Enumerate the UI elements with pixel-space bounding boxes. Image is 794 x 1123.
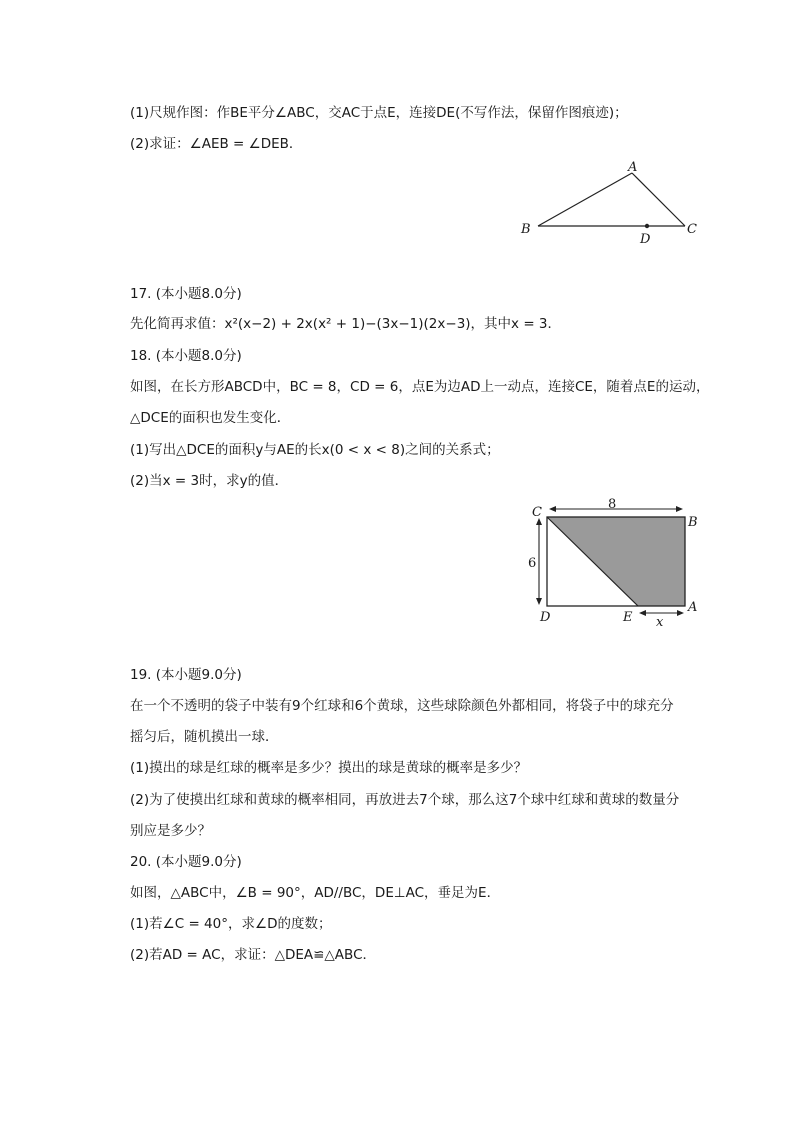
label-b: B: [521, 222, 531, 237]
q19-part2a: (2)为了使摸出红球和黄球的概率相同，再放进去7个球，那么这7个球中红球和黄球的数量分: [130, 792, 680, 808]
q19-part1: (1)摸出的球是红球的概率是多少？摸出的球是黄球的概率是多少？: [130, 760, 528, 776]
q18-header: 18. (本小题8.0分): [130, 348, 242, 364]
q20-header: 20. (本小题9.0分): [130, 854, 242, 870]
label-length-x: x: [656, 615, 664, 630]
label-length-8: 8: [608, 497, 617, 512]
q18-part1: (1)写出△DCE的面积y与AE的长x(0 < x < 8)之间的关系式；: [130, 442, 500, 458]
q16-part2: (2)求证：∠AEB = ∠DEB．: [130, 136, 303, 152]
q16-part1: (1)尺规作图：作BE平分∠ABC，交AC于点E，连接DE(不写作法，保留作图痕迹)；: [130, 105, 628, 121]
label-e: E: [623, 610, 633, 625]
segment-ba: [538, 173, 632, 226]
label-c: C: [532, 505, 542, 520]
q19-part2b: 别应是多少？: [130, 823, 211, 839]
rectangle-abcd-figure: [525, 495, 705, 630]
label-d: D: [640, 232, 651, 247]
q20-line1: 如图，△ABC中，∠B = 90°，AD//BC，DE⊥AC，垂足为E．: [130, 885, 501, 901]
label-c: C: [687, 222, 697, 237]
triangle-abc-figure: [515, 158, 705, 248]
q19-line2: 摇匀后，随机摸出一球．: [130, 729, 279, 745]
q18-part2: (2)当x = 3时，求y的值．: [130, 473, 289, 489]
shaded-region: [547, 517, 685, 606]
segment-ac: [632, 173, 685, 226]
q19-header: 19. (本小题9.0分): [130, 667, 242, 683]
label-b: B: [688, 515, 698, 530]
label-a: A: [628, 160, 638, 175]
point-d: [645, 224, 649, 228]
q18-line1: 如图，在长方形ABCD中，BC = 8，CD = 6，点E为边AD上一动点，连接CE，随着点E的运动，: [130, 379, 710, 395]
q17-text: 先化简再求值：x²(x−2) + 2x(x² + 1)−(3x−1)(2x−3)，其中x = 3．: [130, 316, 562, 332]
label-length-6: 6: [528, 556, 537, 571]
q20-part2: (2)若AD = AC，求证：△DEA≌△ABC．: [130, 947, 376, 963]
q17-header: 17. (本小题8.0分): [130, 286, 242, 302]
label-a: A: [688, 600, 698, 615]
q20-part1: (1)若∠C = 40°，求∠D的度数；: [130, 916, 332, 932]
q18-line2: △DCE的面积也发生变化．: [130, 410, 291, 426]
q19-line1: 在一个不透明的袋子中装有9个红球和6个黄球，这些球除颜色外都相同，将袋子中的球充分: [130, 698, 674, 714]
label-d: D: [540, 610, 551, 625]
